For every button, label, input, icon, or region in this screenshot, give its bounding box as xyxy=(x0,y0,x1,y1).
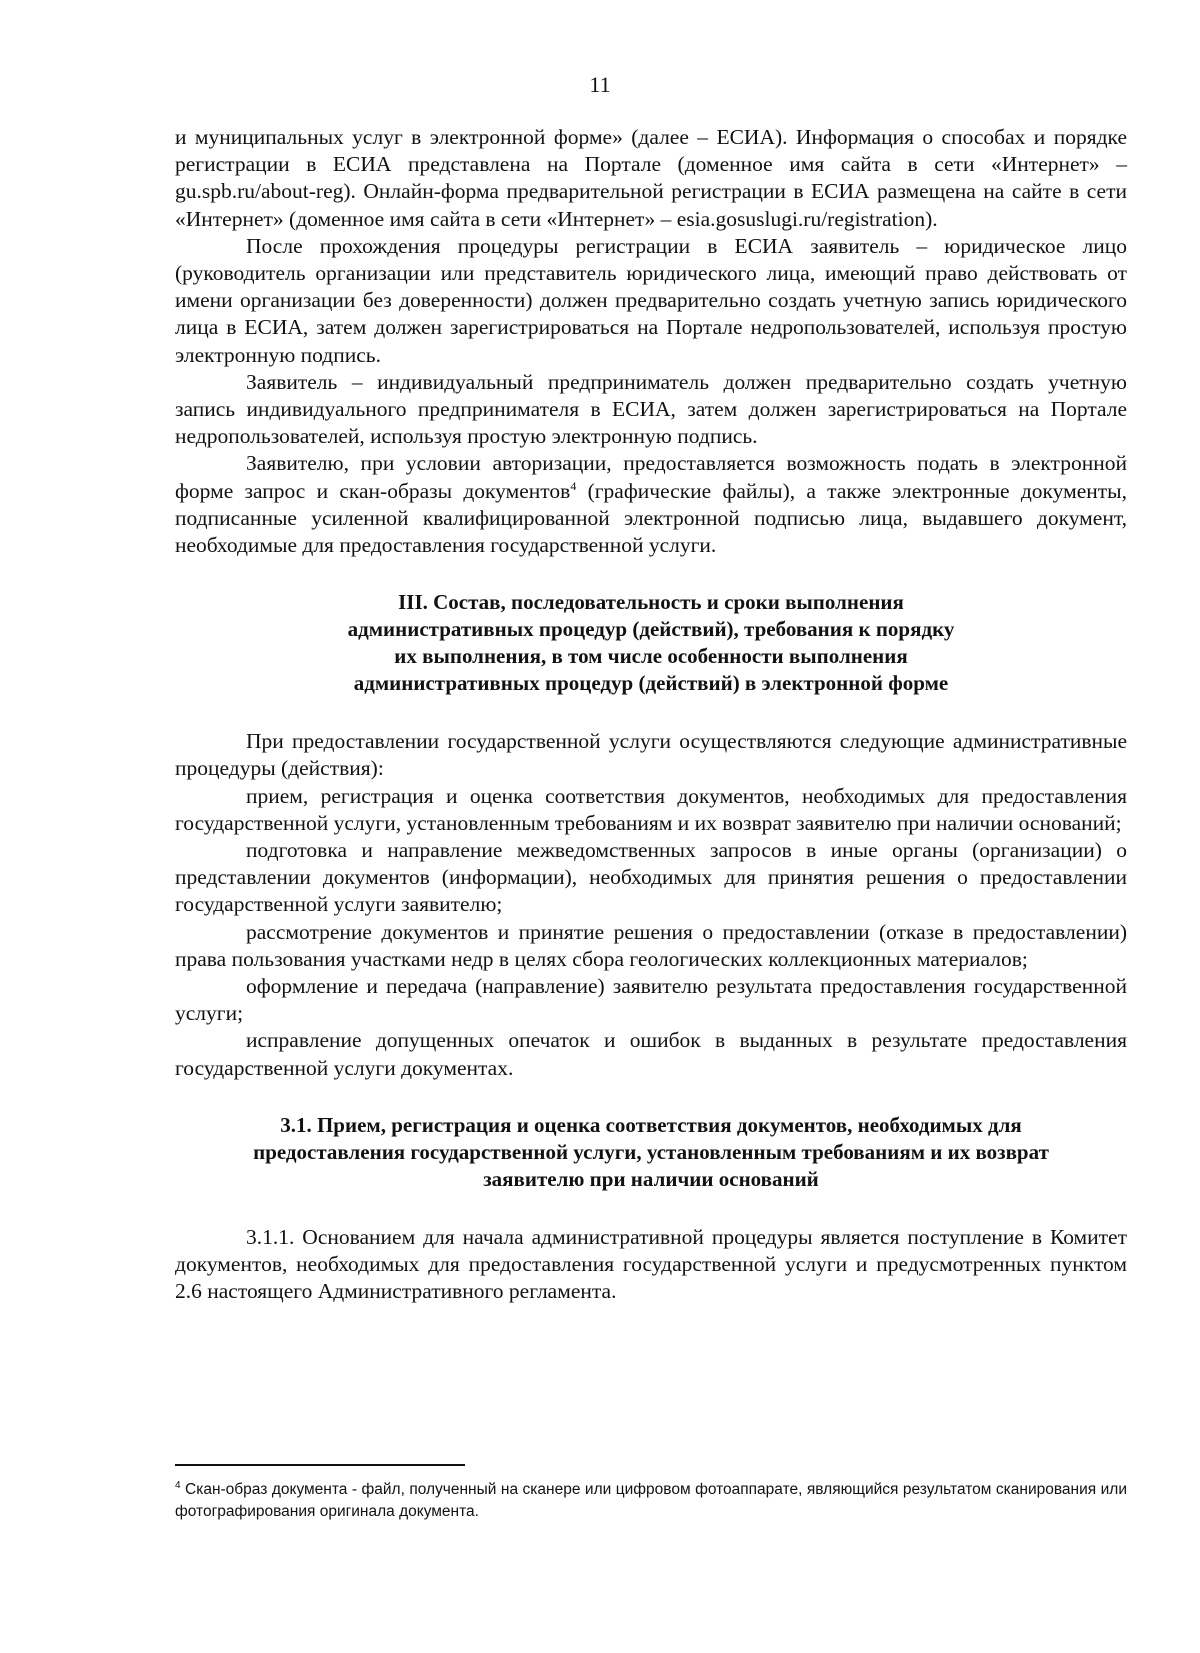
paragraph-legal-entity: После прохождения процедуры регистрации в ЕСИА заявитель – юридическое лицо (руководитель организации или представитель юридического лица, имеющий право действовать от имени организации без доверенности) должен предварительно создать учетную запись юридического лица в ЕСИА, затем должен зарегистрироваться на Портале недропользователей, используя простую электронную подпись. xyxy=(175,233,1127,367)
footnote-mark: 4 xyxy=(175,1479,181,1491)
footnote xyxy=(175,1479,1127,1523)
section-heading-line: их выполнения, в том числе особенности выполнения xyxy=(394,644,908,669)
section-heading-line: III. Состав, последовательность и сроки выполнения xyxy=(398,590,904,615)
page-body xyxy=(175,124,1127,1306)
procedure-item: оформление и передача (направление) заявителю результата предоставления государственной услуги; xyxy=(175,974,1127,1026)
paragraph-electronic-request-tail: (графические файлы), а также электронные документы, подписанные усиленной квалифицированной электронной подписью лица, выдавшего документ, необходимые для предоставления государственной услуги. xyxy=(175,478,1127,558)
footnote-reference: 4 xyxy=(570,478,577,493)
clause-3-1-1: 3.1.1. Основанием для начала административной процедуры является поступление в Комитет документов, необходимых для предоставления государственной услуги и предусмотренных пунктом 2.6 настоящего Административного регламента. xyxy=(175,1224,1127,1304)
paragraph-esia-info: и муниципальных услуг в электронной форме» (далее – ЕСИА). Информация о способах и порядке регистрации в ЕСИА представлена на Портале (доменное имя сайта в сети «Интернет» – gu.spb.ru/about-reg). Онлайн-форма предварительной регистрации в ЕСИА размещена на сайте в сети «Интернет» (доменное имя сайта в сети «Интернет» – esia.gosuslugi.ru/registration). xyxy=(175,125,1127,231)
section-heading-line: административных процедур (действий), требования к порядку xyxy=(347,617,955,642)
page-number: 11 xyxy=(589,72,611,97)
paragraph-electronic-request-text: Заявителю, при условии авторизации, предоставляется возможность подать в электронной форме запрос и скан-образы документов xyxy=(175,451,1127,503)
section-heading xyxy=(175,589,1127,697)
procedure-item: прием, регистрация и оценка соответствия документов, необходимых для предоставления государственной услуги, установленным требованиям и их возврат заявителю при наличии оснований; xyxy=(175,783,1127,835)
procedure-item: исправление допущенных опечаток и ошибок в выданных в результате предоставления государственной услуги документах. xyxy=(175,1028,1127,1080)
procedures-intro: При предоставлении государственной услуги осуществляются следующие административные процедуры (действия): xyxy=(175,729,1127,781)
subsection-heading-line: заявителю при наличии оснований xyxy=(483,1166,819,1191)
paragraph-entrepreneur: Заявитель – индивидуальный предприниматель должен предварительно создать учетную запись индивидуального предпринимателя в ЕСИА, затем должен зарегистрироваться на Портале недропользователей, используя простую электронную подпись. xyxy=(175,369,1127,449)
subsection-heading-line: 3.1. Прием, регистрация и оценка соответствия документов, необходимых для xyxy=(280,1112,1022,1137)
procedure-item: подготовка и направление межведомственных запросов в иные органы (организации) о представлении документов (информации), необходимых для принятия решения о предоставлении государственной услуги заявителю; xyxy=(175,838,1127,917)
footnote-text: Скан-образ документа - файл, полученный на сканере или цифровом фотоаппарате, являющийся результатом сканирования или фотографирования оригинала документа. xyxy=(175,1481,1127,1520)
paragraph-electronic-request xyxy=(175,450,1127,559)
section-heading-line: административных процедур (действий) в электронной форме xyxy=(353,671,949,696)
procedure-item: рассмотрение документов и принятие решения о предоставлении (отказе в предоставлении) права пользования участками недр в целях сбора геологических коллекционных материалов; xyxy=(175,919,1127,971)
footnote-divider xyxy=(175,1464,465,1466)
subsection-heading xyxy=(175,1112,1127,1193)
subsection-heading-line: предоставления государственной услуги, установленным требованиям и их возврат xyxy=(253,1139,1049,1164)
